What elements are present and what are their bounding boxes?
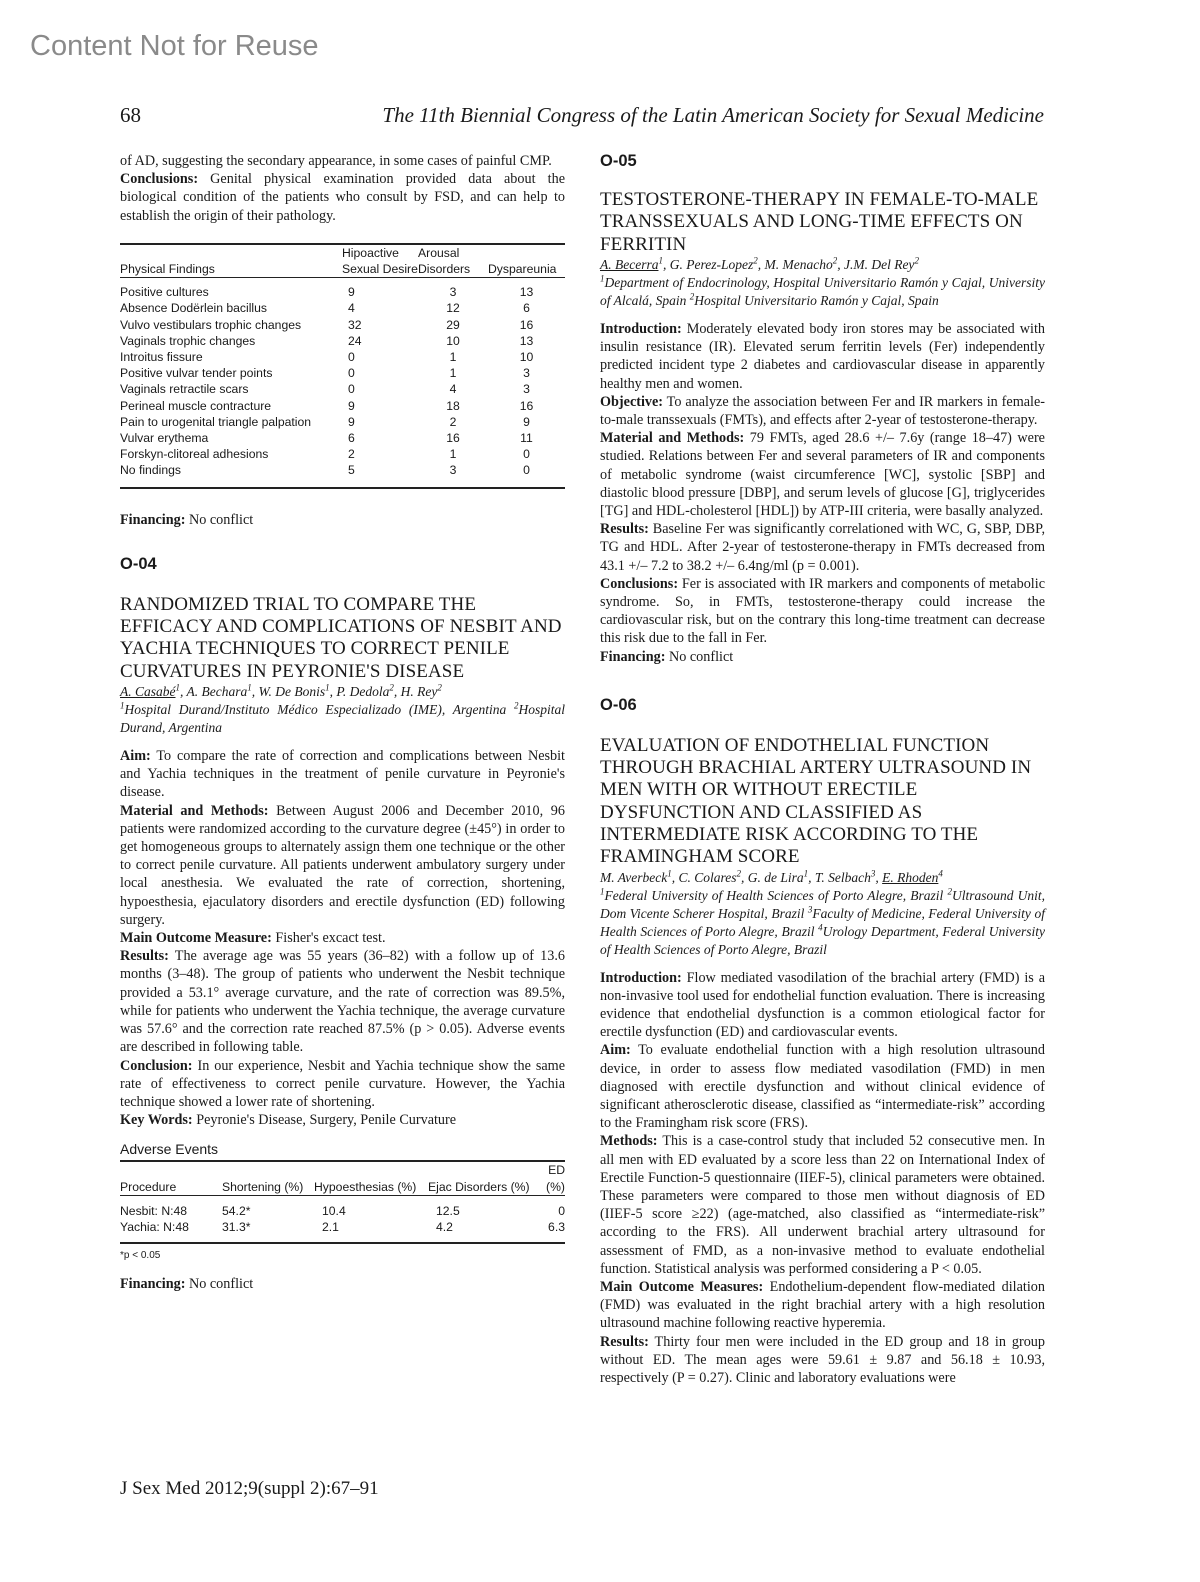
- section-label: Objective:: [600, 393, 664, 410]
- section-text: 79 FMTs, aged 28.6 +/– 7.6y (range 18–47) were studied. Relations between Fer and several parameters of IR and components of metabolic syndrome (waist circumference [WC], systolic [SBP] and diastolic blood pressure [DBP], and serum levels of glucose [G], triglycerides [TG] and HDL-cholesterol [HDL]) by ATP-III criteria, were basally analyzed.: [600, 430, 1045, 519]
- table-row: [120, 446, 565, 462]
- affiliation-text: Faculty of Medicine, Federal University of Health Sciences of Porto Alegre, Brazil: [600, 905, 1045, 939]
- author: [600, 257, 663, 272]
- table-row: [120, 317, 565, 333]
- section-text: To compare the rate of correction and complications between Nesbit and Yachia techniques in the treatment of penile curvature in Peyronie's disease.: [120, 748, 565, 801]
- column-header: Ejac Disorders (%): [428, 1161, 538, 1195]
- table-cell: Positive vulvar tender points: [120, 366, 273, 381]
- author-affiliation-marker: 2: [914, 255, 919, 266]
- table-footnote: *p < 0.05: [120, 1250, 161, 1262]
- section-label: Aim:: [600, 1042, 631, 1059]
- section-text: Moderately elevated body iron stores may be associated with insulin resistance (IR). Elevated serum ferritin levels (Fer) independently predicted incident type 2 diabetes and cardiovascular disease in apparently healthy men and women.: [600, 320, 1045, 392]
- table-cell: 9: [348, 398, 355, 413]
- column-header: Hypoesthesias (%): [314, 1161, 428, 1195]
- table-cell: 2: [348, 447, 355, 462]
- abstract-section: [120, 947, 565, 1056]
- author: [336, 684, 394, 699]
- affiliations: [600, 274, 1045, 310]
- affiliation-marker: 1: [120, 700, 125, 711]
- table-caption: Adverse Events: [120, 1141, 219, 1158]
- section-label: Main Outcome Measures:: [600, 1278, 764, 1295]
- author-affiliation-marker: 2: [736, 868, 741, 879]
- page-number: 68: [120, 103, 141, 127]
- author-name: T. Selbach: [814, 869, 871, 885]
- financing-paragraph: [120, 511, 565, 529]
- affiliations: [600, 887, 1045, 959]
- author-name: G. Perez-Lopez: [669, 256, 754, 272]
- abstract-id: O-05: [600, 152, 637, 170]
- section-text: No conflict: [665, 648, 734, 665]
- table-cell: 1: [449, 350, 457, 365]
- author: [815, 870, 876, 885]
- author-affiliation-marker: 1: [247, 682, 252, 693]
- table-cell: 1: [449, 447, 457, 462]
- table-cell: 16: [519, 317, 534, 332]
- author-name: H. Rey: [400, 684, 438, 700]
- abstract-body: [600, 320, 1045, 666]
- section-text: This is a case-control study that included 52 consecutive men. In all men with ED evaluated by a score less than 22 on International Index of Erectile Function-5 questionnaire (IIEF-5), clinical parameters were obtained. These parameters were compared to those men without diagnosis of ED (IIEF-5 score ≥22) (age-matched, also classified as “intermediate-risk” according to the FRS). All underwent brachial artery ultrasound for assessment of FMD, as a non-invasive method to evaluate endothelial function. Statistical analysis was performed considering a P < 0.05.: [600, 1133, 1045, 1277]
- column-header: Physical Findings: [120, 244, 342, 278]
- table-cell: 32: [348, 317, 362, 332]
- table-cell: 0: [523, 463, 530, 478]
- table-cell: Vulvo vestibulars trophic changes: [120, 317, 302, 332]
- section-text: Peyronie's Disease, Surgery, Penile Curvature: [192, 1112, 457, 1129]
- table-row: [120, 1219, 565, 1243]
- abstract-id: O-06: [600, 695, 637, 714]
- section-label: Results:: [120, 948, 169, 965]
- abstract-body: [120, 747, 565, 1129]
- author: [401, 684, 442, 699]
- affiliation-marker: 2: [689, 291, 695, 302]
- table-cell: Nesbit: N:48: [120, 1203, 188, 1218]
- abstract-section: [600, 969, 1045, 1042]
- section-label: Key Words:: [120, 1112, 193, 1129]
- table-cell: 13: [519, 285, 534, 300]
- section-text: Fer is associated with IR markers and components of metabolic syndrome. So, in FMTs, testosterone-therapy could increase the cardiovascular risk, but on the contrary this long-time treatment can decrease this risk due to the fall in Fer.: [600, 575, 1045, 647]
- section-text: To analyze the association between Fer and IR markers in female-to-male transsexuals (FMTs), and effects after 2-year of testosterone-therapy.: [600, 393, 1045, 428]
- author: [259, 684, 330, 699]
- abstract-section: [600, 648, 1045, 666]
- author: [764, 257, 837, 272]
- table-cell: 6: [348, 431, 355, 446]
- affiliation-marker: 1: [600, 886, 605, 897]
- affiliation-text: Federal University of Health Sciences of Porto Alegre, Brazil: [604, 887, 944, 903]
- financing-paragraph: [120, 1275, 565, 1293]
- section-label: Introduction:: [600, 969, 682, 986]
- section-text: No conflict: [185, 1276, 254, 1293]
- author-affiliation-marker: 2: [389, 682, 394, 693]
- table-cell: Pain to urogenital triangle palpation: [120, 414, 312, 429]
- section-text: Baseline Fer was significantly correlationed with WC, G, SBP, DBP, TG and HDL. After 2-year of testosterone-therapy in FMTs decreased from 43.1 +/– 7.2 to 38.2 +/– 6.4ng/ml (p = 0.001).: [600, 521, 1045, 574]
- author: [600, 870, 672, 885]
- section-text: To evaluate endothelial function with a high resolution ultrasound device, in order to assess flow mediated vasodilation (FMD) in men diagnosed with erectile dysfunction and without clinical evidence of significant atherosclerotic disease, classified as “intermediate-risk” according to the Framingham risk score (FRS).: [600, 1042, 1045, 1132]
- table-row: [120, 365, 565, 381]
- section-label: Financing:: [120, 1276, 186, 1293]
- author-list: M. Averbeck$^1$, C. Colares$^2$, G. de Lira$^1$, T. Selbach$^3$, E. Rhoden$^4$: [600, 868, 943, 885]
- author-name: G. de Lira: [747, 869, 804, 885]
- abstract-id: O-04: [120, 554, 157, 573]
- abstract-body: [600, 969, 1045, 1388]
- affiliation-text: Urology Department, Federal University of Health Sciences of Porto Alegre, Brazil: [600, 923, 1046, 957]
- section-text: Flow mediated vasodilation of the brachial artery (FMD) is a non-invasive tool used for endothelial function evaluation. There is increasing evidence that endothelial dysfunction is a common etiological factor for erectile dysfunction (ED) and cardiovascular events.: [600, 969, 1045, 1041]
- table-cell: 9: [523, 414, 530, 429]
- section-label: Methods:: [600, 1133, 658, 1150]
- table-cell: 0: [523, 447, 530, 462]
- abstract-section: [600, 1278, 1045, 1333]
- affiliation-marker: 4: [818, 922, 823, 933]
- section-label: Introduction:: [600, 320, 682, 337]
- author-affiliation-marker: 1: [325, 682, 330, 693]
- affiliation-marker: 1: [600, 273, 605, 284]
- table-cell: 16: [446, 431, 460, 446]
- table-row: [120, 300, 565, 316]
- section-text: Genital physical examination provided data about the biological condition of the patients who consult by FSD, and can help to establish the origin of their pathology.: [120, 171, 565, 224]
- table-cell: 6: [523, 301, 530, 316]
- author: [187, 684, 252, 699]
- table-cell: 10.4: [322, 1203, 346, 1218]
- author-list: A. Casabé$^1$, A. Bechara$^1$, W. De Bonis$^1$, P. Dedola$^2$, H. Rey$^2$: [120, 682, 442, 700]
- table-cell: 6.3: [548, 1219, 565, 1234]
- table-row: [120, 430, 565, 446]
- table-cell: 12.5: [436, 1203, 460, 1218]
- table-cell: 0: [348, 350, 355, 365]
- section-label: Conclusions:: [600, 575, 679, 592]
- section-label: Results:: [600, 521, 649, 538]
- table-cell: 1: [449, 366, 457, 381]
- table-cell: Vaginals trophic changes: [120, 333, 256, 348]
- column-header: Dyspareunia: [488, 244, 565, 278]
- table-cell: Vulvar erythema: [120, 431, 209, 446]
- table-cell: 2.1: [322, 1219, 339, 1234]
- abstract-section: [600, 320, 1045, 393]
- affiliations: [120, 701, 565, 737]
- abstract-section: [120, 747, 565, 802]
- affiliation-text: Ultrasound Unit, Dom Vicente Scherer Hospital, Brazil: [600, 887, 1045, 921]
- author-affiliation-marker: 2: [832, 255, 838, 266]
- table-cell: 4: [449, 382, 457, 397]
- abstract-section: [120, 929, 565, 947]
- column-header: Procedure: [120, 1161, 222, 1195]
- affiliation-text: Hospital Durand/Instituto Médico Especializado (IME), Argentina: [124, 702, 507, 718]
- affiliation-marker: 3: [807, 904, 813, 915]
- physical-findings-table: [120, 243, 565, 489]
- table-cell: 0: [348, 366, 355, 381]
- author: [678, 870, 741, 885]
- author-affiliation-marker: 4: [938, 868, 943, 879]
- table-row: [120, 333, 565, 349]
- adverse-events-table: [120, 1160, 565, 1244]
- author-affiliation-marker: 1: [803, 868, 809, 879]
- table-cell: 2: [449, 414, 457, 429]
- table-cell: 12: [446, 301, 460, 316]
- table-cell: 24: [348, 333, 362, 348]
- table-cell: Perineal muscle contracture: [120, 398, 272, 413]
- author-name: A. Becerra: [600, 256, 659, 272]
- table-cell: Introitus fissure: [120, 350, 203, 365]
- table-cell: 0: [348, 382, 355, 397]
- section-label: Material and Methods:: [600, 430, 745, 447]
- section-label: Conclusions:: [120, 171, 199, 188]
- table-row: [120, 381, 565, 397]
- abstract-section: [600, 429, 1045, 520]
- author-name: A. Casabé: [120, 684, 176, 700]
- column-header: Arousal Disorders: [418, 244, 488, 278]
- table-row: [120, 1195, 565, 1219]
- right-column: [600, 152, 1045, 1387]
- table-cell: Absence Dodërlein bacillus: [120, 301, 268, 316]
- author-name: E. Rhoden: [882, 869, 939, 885]
- author-name: A. Bechara: [186, 684, 248, 700]
- abstract-section: [120, 802, 565, 929]
- table-cell: 3: [449, 463, 457, 478]
- section-text: The average age was 55 years (36–82) with a follow up of 13.6 months (3–48). The group of patients who underwent the Nesbit technique provided a 53.1° average curvature, and the rate of correction was 89.5%, while for patients who underwent the Yachia technique, the average curvature was 57.6° and the correction rate reached 87.5% (p > 0.05). Adverse events are described in following table.: [120, 948, 565, 1056]
- journal-footer: J Sex Med 2012;9(suppl 2):67–91: [120, 1478, 379, 1499]
- table-cell: No findings: [120, 463, 181, 478]
- column-header: ED (%): [538, 1161, 565, 1195]
- left-column: [120, 152, 565, 1293]
- table-cell: 4.2: [436, 1219, 453, 1234]
- table-cell: 4: [348, 301, 355, 316]
- table-cell: 16: [519, 398, 534, 413]
- author: [120, 684, 180, 699]
- watermark: Content Not for Reuse: [30, 30, 319, 62]
- table-cell: Yachia: N:48: [120, 1219, 189, 1234]
- table-cell: Forskyn-clitoreal adhesions: [120, 447, 269, 462]
- abstract-section: [600, 1041, 1045, 1132]
- affiliation-marker: 2: [513, 700, 519, 711]
- running-head: The 11th Biennial Congress of the Latin American Society for Sexual Medicine: [382, 103, 1044, 127]
- table-cell: 9: [348, 285, 355, 300]
- table-row: [120, 414, 565, 430]
- author-affiliation-marker: 1: [658, 255, 663, 266]
- abstract-title: TESTOSTERONE-THERAPY IN FEMALE-TO-MALE TRANSSEXUALS AND LONG-TIME EFFECTS ON FERRITIN: [600, 189, 1039, 255]
- author: [748, 870, 808, 885]
- table-header-row: [120, 244, 565, 278]
- abstract-section: [600, 575, 1045, 648]
- affiliation-text: Department of Endocrinology, Hospital Universitario Ramón y Cajal, University of Alcalá, Spain: [600, 274, 1045, 308]
- author-name: M. Menacho: [764, 256, 833, 272]
- table-cell: 54.2*: [222, 1203, 251, 1218]
- author-list: A. Becerra$^1$, G. Perez-Lopez$^2$, M. Menacho$^2$, J.M. Del Rey$^2$: [600, 255, 919, 272]
- table-row: [120, 462, 565, 487]
- table-cell: Positive cultures: [120, 285, 209, 300]
- author-affiliation-marker: 2: [437, 682, 442, 693]
- section-label: Aim:: [120, 748, 151, 765]
- section-text: Endothelium-dependent flow-mediated dilation (FMD) was evaluated in the right brachial artery with a high resolution ultrasound machine following reactive hyperemia.: [600, 1278, 1045, 1332]
- affiliation-text: Hospital Durand, Argentina: [120, 702, 565, 736]
- table-cell: 10: [446, 333, 460, 348]
- table-cell: 3: [449, 285, 457, 300]
- author-name: P. Dedola: [336, 684, 390, 700]
- table-cell: 9: [348, 414, 355, 429]
- table-cell: 11: [520, 431, 533, 446]
- table-cell: 18: [446, 398, 460, 413]
- section-label: Financing:: [600, 648, 666, 665]
- abstract-title: EVALUATION OF ENDOTHELIAL FUNCTION THROUGH BRACHIAL ARTERY ULTRASOUND IN MEN WITH OR WITHOUT ERECTILE DYSFUNCTION AND CLASSIFIED AS INTERMEDIATE RISK ACCORDING TO THE FRAMINGHAM SCORE: [600, 734, 1032, 868]
- table-row: [120, 398, 565, 414]
- abstract-section: [600, 1132, 1045, 1278]
- section-label: Conclusion:: [120, 1057, 193, 1074]
- section-text: In our experience, Nesbit and Yachia technique show the same rate of effectiveness to correct penile curvature. However, the Yachia technique showed a lower rate of shortening.: [120, 1057, 565, 1110]
- table-header-row: [120, 1161, 565, 1195]
- column-header: Hipoactive Sexual Desire: [342, 245, 418, 277]
- table-cell: 10: [519, 350, 534, 365]
- section-text: No conflict: [185, 511, 254, 528]
- abstract-section: [600, 520, 1045, 575]
- table-cell: 13: [519, 333, 534, 348]
- section-text: Fisher's excact test.: [271, 930, 386, 947]
- author-name: M. Averbeck: [600, 869, 668, 885]
- affiliation-text: Hospital Universitario Ramón y Cajal, Spain: [694, 292, 939, 308]
- abstract-section: [600, 393, 1045, 429]
- author: [844, 257, 919, 272]
- section-label: Main Outcome Measure:: [120, 930, 272, 947]
- affiliation-marker: 2: [947, 886, 952, 897]
- author-affiliation-marker: 1: [175, 682, 180, 693]
- section-label: Results:: [600, 1333, 649, 1350]
- table-cell: 3: [523, 366, 530, 381]
- table-cell: 3: [523, 382, 530, 397]
- section-text: Between August 2006 and December 2010, 96 patients were randomized according to the curvature degree (±45°) in order to get homogeneous groups to alternately assign them one technique or the other to correct penile curvature. All patients underwent ambulatory surgery under local anesthesia. We evaluated the rate of correction, shortening, hypoesthesia, ejaculatory disorders and erectile dysfunction (ED) following surgery.: [120, 802, 565, 928]
- author-name: J.M. Del Rey: [843, 256, 915, 272]
- author-affiliation-marker: 3: [870, 868, 876, 879]
- abstract-title: RANDOMIZED TRIAL TO COMPARE THE EFFICACY AND COMPLICATIONS OF NESBIT AND YACHIA TECHNIQUES TO CORRECT PENILE CURVATURES IN PEYRONIE'S DISEASE: [120, 593, 562, 682]
- abstract-section: [120, 1057, 565, 1112]
- abstract-section: [600, 1333, 1045, 1388]
- section-label: Financing:: [120, 511, 186, 528]
- table-cell: 5: [348, 463, 355, 478]
- author-affiliation-marker: 2: [753, 255, 758, 266]
- author-affiliation-marker: 1: [667, 868, 672, 879]
- table-row: [120, 349, 565, 365]
- table-cell: 29: [446, 317, 460, 332]
- abstract-section: [120, 1111, 565, 1129]
- section-label: Material and Methods:: [120, 802, 269, 819]
- section-text: Thirty four men were included in the ED group and 18 in group without ED. The mean ages were 59.61 ± 9.87 and 56.18 ± 10.93, respectively (P = 0.27). Clinic and laboratory evaluations were: [600, 1333, 1045, 1386]
- column-header: Shortening (%): [222, 1161, 314, 1195]
- table-row: [120, 278, 565, 301]
- table-cell: Vaginals retractile scars: [120, 382, 249, 397]
- author-name: W. De Bonis: [258, 684, 326, 700]
- author: [670, 257, 758, 272]
- table-cell: 0: [558, 1203, 565, 1218]
- author: [882, 870, 943, 885]
- table-cell: 31.3*: [222, 1219, 251, 1234]
- conclusions-paragraph: [120, 170, 565, 225]
- continued-text: of AD, suggesting the secondary appearance, in some cases of painful CMP.: [120, 153, 552, 169]
- author-name: C. Colares: [678, 869, 737, 885]
